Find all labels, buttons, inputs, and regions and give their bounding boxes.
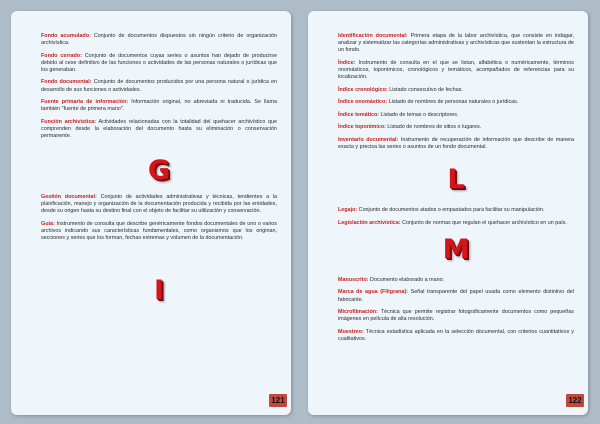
glossary-definition: Listado de nombres de sitios o lugares.	[385, 124, 482, 131]
glossary-entry-inventario-documental	[338, 137, 574, 151]
glossary-term: Marca de agua (Filigrana):	[338, 289, 409, 296]
glossary-term: Legislación archivística:	[338, 219, 401, 226]
glossary-term: Índice toponímico:	[338, 124, 386, 131]
glossary-definition: Señal transparente del papel usada como elemento distintivo del fabricante.	[338, 289, 574, 303]
glossary-definition: Conjunto de documentos dispuestos sin ningún criterio de organización archivística.	[41, 33, 277, 47]
right-page	[308, 11, 588, 415]
glossary-definition: Conjunto de normas que regulan el quehacer archivístico en un país.	[400, 219, 567, 226]
page-number: 121	[269, 394, 287, 407]
glossary-term: Índice onomástico:	[338, 99, 388, 106]
glossary-entry-legislacion-archivistica	[338, 220, 574, 227]
glossary-entry-gestion-documental	[41, 194, 277, 215]
glossary-entry-manuscrito	[338, 277, 574, 284]
glossary-term: Legajo:	[338, 207, 358, 214]
glossary-term: Guía:	[41, 220, 55, 227]
glossary-entry-microfilmacion	[338, 309, 574, 323]
glossary-definition: Instrumento de consulta que describe genéricamente fondos documentales de uno o varios archivos indicando sus características fundamentales, como organismos que los originan, secciones y series que los forman, fechas extremas y volumen de la documentación.	[41, 220, 277, 242]
glossary-entry-fondo-cerrado	[41, 53, 277, 74]
section-letter-l: L	[447, 164, 465, 196]
glossary-definition: Instrumento de consulta en el que se listan, alfabética o numéricamente, términos onomásticos, toponímicos, cronológicos y temáticos, acompañados de referencias para su localización.	[338, 59, 574, 80]
glossary-entry-fondo-documental	[41, 79, 277, 93]
glossary-definition: Conjunto de documentos cuyas series o asuntos han dejado de producirse debido al cese definitivo de las funciones o actividades de las personas naturales o jurídicas que los generaban.	[41, 52, 277, 73]
glossary-term: Microfilmación:	[338, 309, 378, 316]
glossary-term: Fondo cerrado:	[41, 52, 82, 59]
glossary-definition: Técnica estadística aplicada en la selección documental, con criterios cuantitativos y cualitativos.	[338, 328, 574, 342]
glossary-term: Identificación documental:	[338, 33, 408, 39]
glossary-term: Inventario documental:	[338, 136, 399, 143]
glossary-entry-fondo-acumulado	[41, 33, 277, 47]
section-letter-m: M	[442, 233, 470, 265]
glossary-definition: Listado de temas o descriptores.	[379, 111, 459, 118]
glossary-definition: Técnica que permite registrar fotográficamente documentos como pequeñas imágenes en película de alta resolución.	[338, 309, 574, 323]
glossary-entry-fuente-primaria	[41, 99, 277, 113]
glossary-term: Índice cronológico:	[338, 86, 388, 93]
glossary-entry-indice-cronologico	[338, 87, 574, 94]
right-page-content	[338, 33, 574, 348]
glossary-entry-indice	[338, 60, 574, 81]
glossary-definition: Listado de nombres de personas naturales o jurídicas.	[387, 99, 519, 106]
glossary-term: Función archivística:	[41, 118, 97, 125]
glossary-entry-indice-toponimico	[338, 124, 574, 131]
left-page	[11, 11, 291, 415]
glossary-entry-muestreo	[338, 329, 574, 343]
section-letter-i: I	[153, 275, 165, 307]
glossary-term: Fondo documental:	[41, 79, 92, 86]
glossary-entry-indice-onomastico	[338, 99, 574, 106]
glossary-definition: Listado consecutivo de fechas.	[387, 86, 463, 93]
glossary-term: Índice:	[338, 59, 356, 66]
glossary-definition: Conjunto de documentos producidos por una persona natural o jurídica en desarrollo de sus funciones o actividades.	[41, 79, 277, 93]
glossary-definition: Primera etapa de la labor archivística, que consiste en indagar, analizar y sistematizar las categorías administrativas y archivísticas que sustentan la estructura de un fondo.	[338, 33, 575, 54]
glossary-term: Muestreo:	[338, 328, 364, 335]
glossary-definition: Conjunto de documentos atados o empastados para facilitar su manipulación.	[357, 207, 545, 214]
glossary-definition: Instrumento de recuperación de información que describe de manera exacta y precisa las series o asuntos de un fondo documental.	[338, 136, 575, 151]
glossary-definition: Documento elaborado a mano.	[368, 276, 445, 283]
glossary-definition: Actividades relacionadas con la totalidad del quehacer archivístico que comprenden desde la elaboración del documento hasta su eliminación o conservación permanente.	[41, 118, 277, 140]
left-page-content	[41, 33, 277, 306]
glossary-definition: Información original, no abreviada ni traducida. Se llama también "fuente de primera mano".	[41, 99, 277, 113]
page-number: 122	[566, 394, 584, 407]
glossary-entry-identificacion-documental	[338, 33, 574, 54]
glossary-entry-marca-de-agua	[338, 289, 574, 303]
glossary-term: Fuente primaria de información:	[41, 99, 129, 106]
glossary-term: Fondo acumulado:	[41, 33, 91, 39]
glossary-definition: Conjunto de actividades administrativas y técnicas, tendientes a la planificación, manejo y organización de la documentación producida y recibida por las entidades, desde su origen hasta su destino final con el objeto de facilitar su utilización y conservación.	[41, 194, 277, 215]
glossary-entry-indice-tematico	[338, 112, 574, 119]
glossary-term: Manuscrito:	[338, 276, 369, 283]
glossary-term: Índice temático:	[338, 111, 380, 118]
glossary-entry-guia	[41, 221, 277, 242]
glossary-entry-funcion-archivistica	[41, 119, 277, 140]
glossary-entry-legajo	[338, 207, 574, 214]
section-letter-g: G	[147, 155, 171, 187]
glossary-term: Gestión documental:	[41, 194, 97, 201]
